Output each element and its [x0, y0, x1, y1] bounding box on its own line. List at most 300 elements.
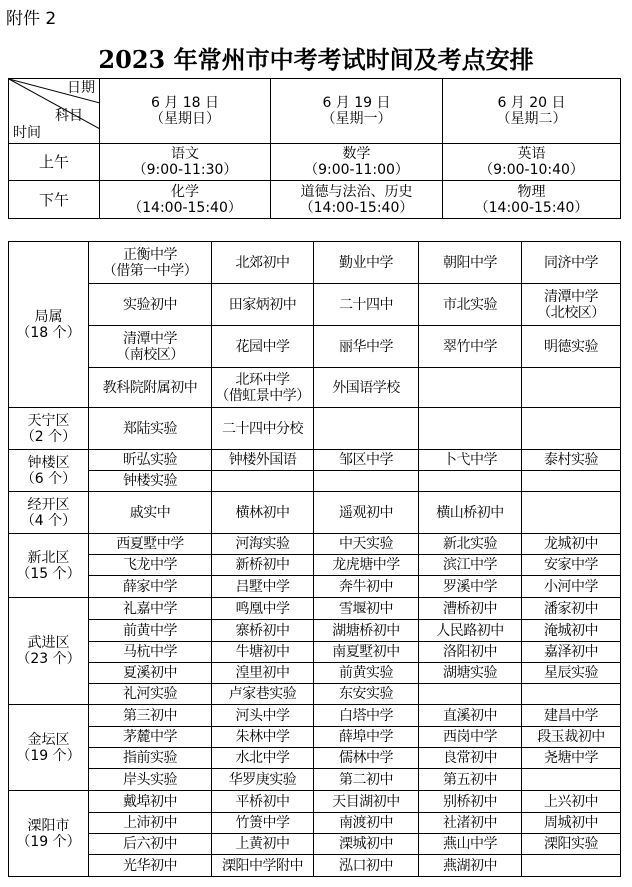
venue-cell: [419, 642, 522, 663]
empty-venue-cell: [522, 855, 621, 877]
venue-cell: [522, 705, 621, 727]
venue-cell: [419, 534, 522, 555]
empty-venue-cell: [522, 769, 621, 791]
venue-name: 横林初中: [235, 504, 290, 521]
corner-header-cell: [9, 79, 100, 144]
exam-subject: 语文: [171, 146, 199, 162]
venue-name: 滨江中学: [443, 557, 497, 573]
day-header-cell: [271, 79, 443, 144]
venue-name: 薛埠中学: [339, 729, 393, 745]
venue-name: 竹箦中学: [235, 815, 290, 831]
venue-cell: [314, 684, 419, 705]
venue-cell: [522, 242, 621, 284]
venue-row: [9, 284, 621, 326]
venue-cell: [314, 748, 419, 769]
exam-subject: 化学: [171, 183, 199, 200]
venue-row: [9, 492, 621, 534]
venue-cell: [419, 834, 522, 855]
venue-name: 吕墅中学: [235, 578, 290, 595]
venue-cell: [522, 791, 621, 813]
day-date: 6 月 19 日: [322, 95, 391, 111]
venue-name: 西岗中学: [443, 729, 497, 745]
district-name: 金坛区: [27, 731, 70, 748]
venue-row: [9, 450, 621, 471]
venue-name: 湟里初中: [235, 665, 290, 681]
venue-cell: [314, 727, 419, 748]
venue-name: 鸣凰中学: [235, 600, 290, 617]
venue-name: 翠竹中学: [443, 338, 497, 355]
exam-venue-table: [8, 241, 621, 877]
venue-cell: [89, 769, 212, 791]
district-count: （4 个）: [20, 512, 77, 529]
venue-cell: [419, 450, 522, 471]
venue-name: 外国语学校: [332, 379, 400, 396]
day-weekday: （星期日）: [150, 111, 220, 127]
venue-name: 同济中学: [544, 254, 598, 271]
venue-name: 光华初中: [123, 857, 177, 874]
venue-name: 礼嘉中学: [123, 600, 177, 617]
venue-name: 东安实验: [339, 686, 393, 702]
venue-cell: [212, 368, 314, 408]
venue-name: 二十四中: [339, 296, 393, 313]
venue-cell: [419, 576, 522, 598]
venue-name: 泓口初中: [339, 857, 393, 874]
venue-name: 上黄初中: [235, 836, 290, 852]
district-name: 武进区: [27, 635, 70, 651]
venue-cell: [314, 492, 419, 534]
venue-cell: [522, 284, 621, 326]
venue-name: 前黄实验: [339, 665, 393, 681]
venue-name: 龙虎塘中学: [332, 557, 400, 573]
district-cell: [9, 705, 89, 791]
venue-cell: [522, 663, 621, 684]
venue-note: （借虹景中学）: [215, 387, 310, 404]
venue-name: 前黄中学: [123, 622, 177, 639]
venue-row: [9, 791, 621, 813]
venue-name: 卜弋中学: [443, 452, 497, 468]
corner-date-label: 日期: [67, 80, 95, 96]
venue-cell: [522, 450, 621, 471]
venue-name: 儒林中学: [339, 750, 393, 766]
venue-cell: [212, 642, 314, 663]
venue-name: 中天实验: [339, 536, 393, 552]
venue-cell: [522, 813, 621, 834]
venue-name: 天目湖初中: [332, 793, 400, 810]
empty-venue-cell: [522, 684, 621, 705]
venue-cell: [212, 555, 314, 576]
period-label: 上午: [9, 144, 100, 181]
venue-cell: [212, 492, 314, 534]
venue-cell: [314, 368, 419, 408]
venue-row: [9, 834, 621, 855]
venue-name: 清潭中学: [123, 330, 177, 347]
venue-cell: [212, 769, 314, 791]
exam-time: （14:00-15:40）: [128, 199, 242, 216]
venue-cell: [314, 855, 419, 877]
venue-cell: [212, 663, 314, 684]
venue-cell: [89, 471, 212, 492]
venue-cell: [212, 705, 314, 727]
venue-name: 北环中学: [235, 371, 290, 388]
venue-name: 市北实验: [443, 296, 497, 313]
venue-name: 实验初中: [123, 296, 177, 313]
venue-name: 段玉裁初中: [537, 729, 605, 745]
venue-name: 罗溪中学: [443, 578, 497, 595]
venue-name: 平桥初中: [235, 793, 290, 810]
venue-name: 溧阳实验: [544, 836, 598, 852]
venue-name: 岸头实验: [123, 771, 177, 788]
venue-cell: [212, 684, 314, 705]
exam-subject: 道德与法治、历史: [300, 183, 413, 200]
venue-cell: [212, 534, 314, 555]
venue-name: 寨桥初中: [235, 622, 290, 639]
venue-row: [9, 748, 621, 769]
day-weekday: （星期二）: [496, 111, 567, 127]
district-name: 局属: [34, 308, 63, 325]
venue-cell: [89, 598, 212, 620]
venue-cell: [89, 242, 212, 284]
exam-cell: [100, 181, 271, 219]
venue-cell: [314, 834, 419, 855]
empty-venue-cell: [314, 408, 419, 450]
venue-name: 清潭中学: [544, 288, 598, 305]
venue-name: 钟楼外国语: [228, 452, 297, 468]
venue-row: [9, 534, 621, 555]
venue-name: 潘家初中: [544, 600, 598, 617]
schedule-header-row: [9, 79, 621, 144]
venue-name: 湖塘实验: [443, 665, 497, 681]
venue-name: 直溪初中: [443, 707, 497, 724]
venue-cell: [212, 576, 314, 598]
venue-name: 嘉泽初中: [544, 644, 598, 660]
day-header-cell: [100, 79, 271, 144]
venue-name: 正衡中学: [123, 246, 177, 263]
venue-cell: [212, 791, 314, 813]
venue-name: 礼河实验: [123, 686, 177, 702]
venue-cell: [314, 769, 419, 791]
venue-row: [9, 727, 621, 748]
venue-cell: [212, 620, 314, 642]
venue-cell: [419, 813, 522, 834]
venue-cell: [89, 284, 212, 326]
venue-name: 丽华中学: [339, 338, 393, 355]
venue-name: 小河中学: [544, 578, 598, 595]
venue-name: 新北实验: [443, 536, 497, 552]
venue-name: 湖塘桥初中: [332, 622, 400, 639]
venue-name: 马杭中学: [123, 644, 177, 660]
venue-cell: [314, 242, 419, 284]
venue-cell: [89, 642, 212, 663]
venue-name: 薛家中学: [123, 578, 177, 595]
venue-row: [9, 813, 621, 834]
venue-name: 洛阳初中: [443, 644, 497, 660]
venue-cell: [419, 492, 522, 534]
venue-name: 花园中学: [235, 338, 290, 355]
venue-name: 夏溪初中: [123, 665, 177, 681]
venue-cell: [212, 855, 314, 877]
venue-row: [9, 769, 621, 791]
district-name: 天宁区: [27, 412, 70, 429]
district-count: （18 个）: [16, 324, 81, 341]
district-name: 钟楼区: [27, 454, 70, 471]
day-header-cell: [443, 79, 621, 144]
venue-name: 茅麓中学: [123, 729, 177, 745]
venue-cell: [522, 326, 621, 368]
venue-name: 第二初中: [339, 771, 393, 788]
venue-name: 遥观初中: [339, 504, 393, 521]
venue-name: 横山桥初中: [436, 504, 504, 521]
exam-cell: [100, 144, 271, 181]
venue-name: 南夏墅初中: [332, 644, 400, 660]
venue-note: （南校区）: [116, 346, 184, 363]
empty-venue-cell: [419, 471, 522, 492]
empty-venue-cell: [522, 408, 621, 450]
page-title: 2023 年常州市中考考试时间及考点安排: [98, 45, 534, 74]
venue-name: 奔牛初中: [339, 578, 393, 595]
venue-name: 教科院附属初中: [102, 379, 198, 396]
venue-row: [9, 598, 621, 620]
venue-cell: [314, 555, 419, 576]
venue-cell: [212, 242, 314, 284]
exam-cell: [443, 181, 621, 219]
venue-cell: [419, 620, 522, 642]
venue-name: 昕弘实验: [123, 452, 177, 468]
venue-name: 西夏墅中学: [116, 536, 184, 552]
district-cell: [9, 450, 89, 492]
venue-cell: [212, 326, 314, 368]
venue-name: 邹区中学: [339, 452, 393, 468]
district-cell: [9, 408, 89, 450]
venue-name: 水北中学: [235, 750, 290, 766]
venue-cell: [522, 727, 621, 748]
district-count: （23 个）: [16, 651, 81, 667]
annex-label: 附件 2: [6, 9, 57, 29]
venue-name: 卢家巷实验: [228, 686, 297, 702]
venue-cell: [314, 326, 419, 368]
venue-name: 指前实验: [123, 750, 177, 766]
venue-cell: [522, 620, 621, 642]
venue-cell: [314, 813, 419, 834]
venue-cell: [212, 727, 314, 748]
venue-row: [9, 684, 621, 705]
venue-cell: [314, 598, 419, 620]
venue-name: 上沛初中: [123, 815, 177, 831]
venue-cell: [419, 598, 522, 620]
venue-name: 第五初中: [443, 771, 497, 788]
exam-cell: [443, 144, 621, 181]
venue-cell: [522, 555, 621, 576]
venue-name: 钟楼实验: [123, 473, 177, 489]
exam-subject: 物理: [517, 183, 546, 200]
venue-name: 勤业中学: [339, 254, 393, 271]
district-count: （15 个）: [16, 565, 81, 582]
venue-row: [9, 408, 621, 450]
venue-cell: [89, 834, 212, 855]
schedule-afternoon-row: [9, 181, 621, 219]
exam-time: （14:00-15:40）: [474, 199, 589, 216]
venue-table-body: [9, 242, 621, 877]
venue-cell: [89, 705, 212, 727]
exam-time: （9:00-11:30）: [132, 162, 238, 178]
district-cell: [9, 598, 89, 705]
venue-cell: [89, 684, 212, 705]
venue-cell: [314, 705, 419, 727]
venue-name: 雪堰初中: [339, 600, 393, 617]
venue-row: [9, 620, 621, 642]
venue-name: 良常初中: [443, 750, 497, 766]
venue-name: 星辰实验: [544, 665, 598, 681]
venue-cell: [419, 727, 522, 748]
day-date: 6 月 18 日: [150, 95, 220, 111]
venue-name: 别桥初中: [443, 793, 497, 810]
venue-cell: [89, 492, 212, 534]
venue-name: 溧阳中学附中: [222, 857, 303, 874]
district-count: （6 个）: [20, 470, 77, 487]
venue-name: 戴埠初中: [123, 793, 177, 810]
district-count: （19 个）: [16, 747, 81, 764]
venue-name: 淹城初中: [544, 622, 598, 639]
district-name: 溧阳市: [27, 817, 70, 834]
venue-name: 白塔中学: [339, 707, 393, 724]
venue-name: 郑陆实验: [123, 420, 177, 437]
venue-name: 明德实验: [544, 338, 598, 355]
district-cell: [9, 791, 89, 877]
venue-cell: [314, 284, 419, 326]
venue-name: 牛塘初中: [235, 644, 290, 660]
period-label: 下午: [9, 181, 100, 219]
exam-cell: [271, 144, 443, 181]
corner-subject-label: 科目: [55, 108, 83, 124]
district-cell: [9, 242, 89, 408]
venue-name: 安家中学: [544, 557, 598, 573]
venue-cell: [522, 576, 621, 598]
venue-cell: [89, 663, 212, 684]
venue-name: 燕湖初中: [443, 857, 497, 874]
venue-cell: [314, 663, 419, 684]
corner-time-label: 时间: [13, 125, 41, 141]
venue-name: 上兴初中: [544, 793, 598, 810]
venue-row: [9, 576, 621, 598]
venue-name: 戚实中: [129, 504, 171, 521]
exam-cell: [271, 181, 443, 219]
venue-row: [9, 471, 621, 492]
venue-cell: [419, 555, 522, 576]
exam-time: （9:00-10:40）: [479, 162, 584, 178]
venue-cell: [314, 791, 419, 813]
venue-cell: [89, 555, 212, 576]
venue-cell: [212, 598, 314, 620]
venue-cell: [89, 791, 212, 813]
venue-cell: [212, 408, 314, 450]
venue-row: [9, 642, 621, 663]
venue-cell: [89, 450, 212, 471]
venue-name: 北郊初中: [235, 254, 290, 271]
venue-cell: [212, 748, 314, 769]
venue-name: 河头中学: [235, 707, 290, 724]
venue-cell: [89, 534, 212, 555]
venue-name: 社渚初中: [443, 815, 497, 831]
empty-venue-cell: [419, 368, 522, 408]
venue-cell: [212, 813, 314, 834]
venue-cell: [522, 534, 621, 555]
venue-cell: [89, 368, 212, 408]
venue-row: [9, 326, 621, 368]
venue-row: [9, 705, 621, 727]
exam-subject: 英语: [517, 146, 546, 162]
venue-cell: [522, 642, 621, 663]
venue-name: 建昌中学: [544, 707, 598, 724]
venue-name: 人民路初中: [436, 622, 504, 639]
schedule-morning-row: [9, 144, 621, 181]
venue-cell: [89, 748, 212, 769]
venue-note: （借第一中学）: [102, 262, 198, 279]
venue-name: 朱林中学: [235, 729, 290, 745]
venue-cell: [314, 576, 419, 598]
venue-cell: [419, 855, 522, 877]
venue-cell: [522, 598, 621, 620]
venue-row: [9, 855, 621, 877]
venue-cell: [212, 450, 314, 471]
venue-name: 新桥初中: [235, 557, 290, 573]
venue-cell: [89, 727, 212, 748]
venue-name: 龙城初中: [544, 536, 598, 552]
venue-cell: [89, 576, 212, 598]
venue-cell: [419, 748, 522, 769]
venue-cell: [522, 748, 621, 769]
venue-row: [9, 663, 621, 684]
district-count: （2 个）: [20, 428, 77, 445]
exam-time: （14:00-15:40）: [299, 199, 414, 216]
venue-cell: [314, 642, 419, 663]
venue-name: 泰村实验: [544, 452, 598, 468]
venue-name: 二十四中分校: [222, 420, 303, 437]
venue-cell: [89, 326, 212, 368]
venue-cell: [212, 834, 314, 855]
venue-name: 第三初中: [123, 707, 177, 724]
venue-cell: [419, 663, 522, 684]
district-cell: [9, 534, 89, 598]
venue-cell: [89, 620, 212, 642]
venue-cell: [314, 450, 419, 471]
venue-cell: [419, 769, 522, 791]
empty-venue-cell: [419, 408, 522, 450]
district-count: （19 个）: [16, 833, 81, 850]
venue-row: [9, 368, 621, 408]
venue-cell: [522, 834, 621, 855]
venue-name: 漕桥初中: [443, 600, 497, 617]
venue-name: 河海实验: [235, 536, 290, 552]
venue-cell: [314, 620, 419, 642]
empty-venue-cell: [419, 684, 522, 705]
district-name: 经开区: [27, 496, 70, 513]
venue-cell: [419, 242, 522, 284]
venue-cell: [314, 534, 419, 555]
empty-venue-cell: [522, 471, 621, 492]
venue-cell: [419, 284, 522, 326]
venue-name: 南渡初中: [339, 815, 393, 831]
venue-cell: [89, 855, 212, 877]
venue-name: 尧塘中学: [544, 750, 598, 766]
venue-cell: [89, 408, 212, 450]
venue-name: 燕山中学: [443, 836, 497, 852]
venue-name: 华罗庚实验: [228, 771, 297, 788]
empty-venue-cell: [522, 368, 621, 408]
venue-name: 后六初中: [123, 836, 177, 852]
venue-cell: [419, 326, 522, 368]
exam-schedule-table: [8, 78, 621, 219]
empty-venue-cell: [212, 471, 314, 492]
venue-name: 周城初中: [544, 815, 598, 831]
